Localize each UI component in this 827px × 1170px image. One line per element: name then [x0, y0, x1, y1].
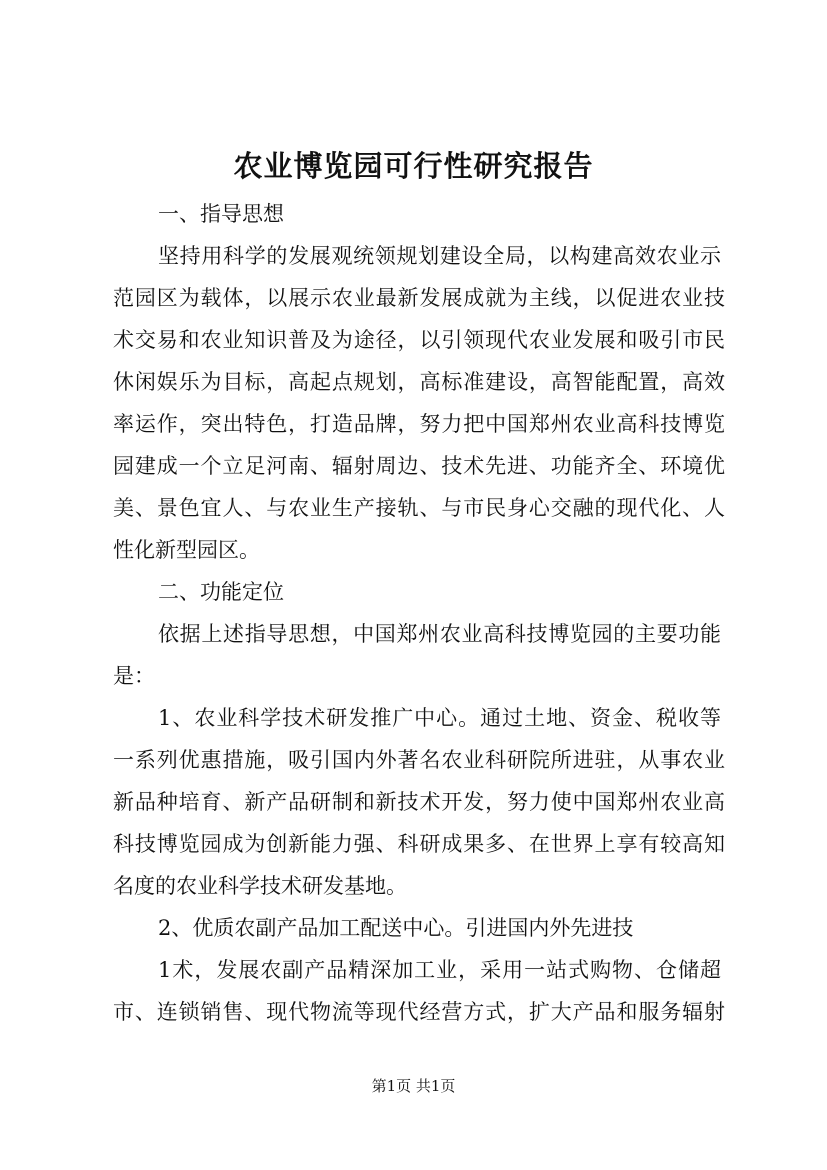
paragraph-line: 市、连锁销售、现代物流等现代经营方式，扩大产品和服务辐射 [113, 1000, 725, 1024]
paragraph-line: 名度的农业科学技术研发基地。 [113, 874, 407, 898]
paragraph-line: 是： [113, 664, 155, 688]
document-title: 农业博览园可行性研究报告 [233, 149, 594, 183]
paragraph-line: 依据上述指导思想，中国郑州农业高科技博览园的主要功能 [158, 622, 721, 646]
paragraph-line: 范园区为载体，以展示农业最新发展成就为主线，以促进农业技 [113, 286, 725, 310]
paragraph-line: 性化新型园区。 [113, 538, 260, 562]
paragraph-line: 新品种培育、新产品研制和新技术开发，努力使中国郑州农业高 [113, 790, 725, 814]
paragraph-line: 科技博览园成为创新能力强、科研成果多、在世界上享有较高知 [113, 832, 725, 856]
paragraph-line: 1、农业科学技术研发推广中心。通过土地、资金、税收等 [158, 706, 721, 730]
section-heading-2: 二、功能定位 [158, 580, 284, 604]
paragraph-line: 美、景色宜人、与农业生产接轨、与市民身心交融的现代化、人 [113, 496, 725, 520]
paragraph-line: 术交易和农业知识普及为途径，以引领现代农业发展和吸引市民 [113, 328, 725, 352]
paragraph-line: 2、优质农副产品加工配送中心。引进国内外先进技 [158, 916, 634, 940]
paragraph-line: 一系列优惠措施，吸引国内外著名农业科研院所进驻，从事农业 [113, 748, 725, 772]
section-heading-1: 一、指导思想 [158, 202, 284, 226]
paragraph-line: 率运作，突出特色，打造品牌，努力把中国郑州农业高科技博览 [113, 412, 725, 436]
paragraph-line: 1术，发展农副产品精深加工业，采用一站式购物、仓储超 [158, 958, 721, 982]
paragraph-line: 休闲娱乐为目标，高起点规划，高标准建设，高智能配置，高效 [113, 370, 725, 394]
page-number-footer: 第1页 共1页 [371, 1077, 456, 1095]
paragraph-line: 坚持用科学的发展观统领规划建设全局，以构建高效农业示 [158, 244, 721, 268]
paragraph-line: 园建成一个立足河南、辐射周边、技术先进、功能齐全、环境优 [113, 454, 725, 478]
